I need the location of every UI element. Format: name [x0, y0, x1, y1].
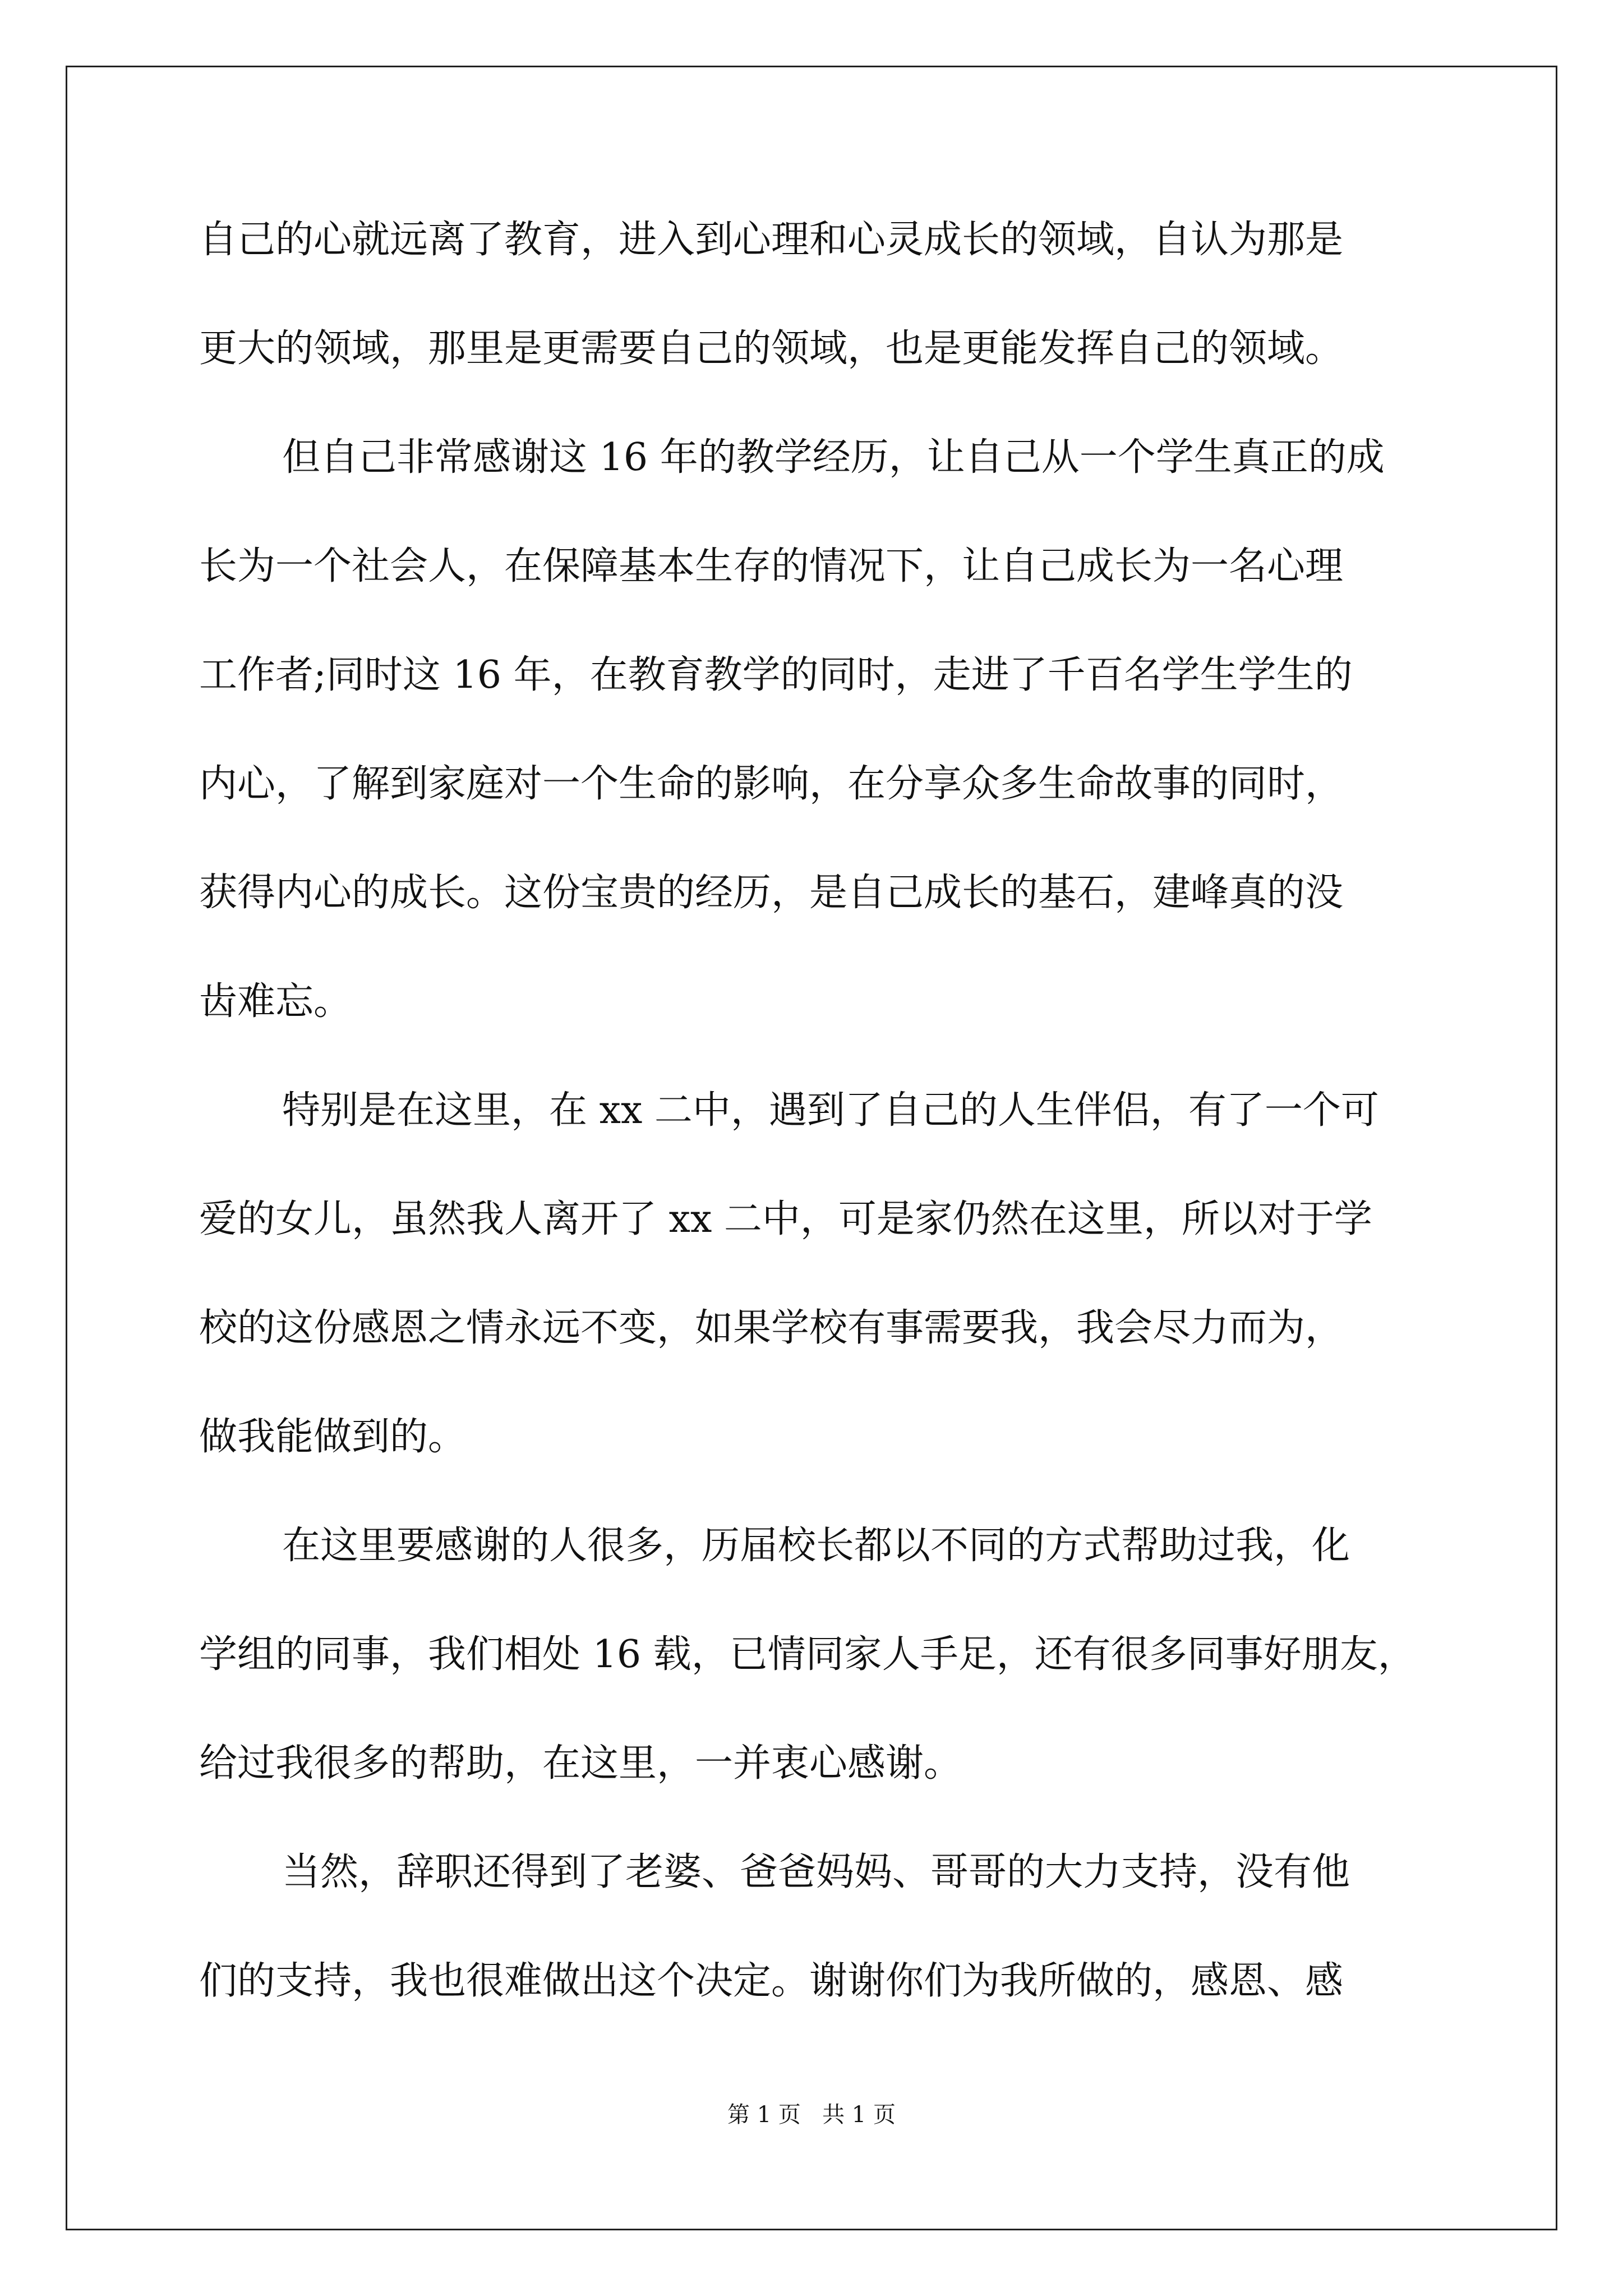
text-line: 更大的领域，那里是更需要自己的领域，也是更能发挥自己的领域。: [199, 326, 1344, 371]
text-line: 校的这份感恩之情永远不变，如果学校有事需要我，我会尽力而为，: [199, 1306, 1344, 1350]
paragraph-start-line: 当然，辞职还得到了老婆、爸爸妈妈、哥哥的大力支持，没有他: [282, 1850, 1350, 1894]
text-line: 们的支持，我也很难做出这个决定。谢谢你们为我所做的，感恩、感: [199, 1959, 1344, 2003]
text-line: 学组的同事，我们相处 16 载，已情同家人手足，还有很多同事好朋友，: [199, 1632, 1416, 1677]
paragraph-start-line: 特别是在这里，在 xx 二中，遇到了自己的人生伴侣，有了一个可: [282, 1088, 1379, 1133]
paragraph-start-line: 在这里要感谢的人很多，历届校长都以不同的方式帮助过我，化: [282, 1524, 1350, 1568]
text-line: 获得内心的成长。这份宝贵的经历，是自己成长的基石，建峰真的没: [199, 871, 1344, 915]
text-line: 做我能做到的。: [199, 1415, 467, 1459]
paragraph-start-line: 但自己非常感谢这 16 年的教学经历，让自己从一个学生真正的成: [282, 435, 1385, 480]
text-line: 工作者;同时这 16 年，在教育教学的同时，走进了千百名学生学生的: [199, 653, 1353, 697]
text-line: 齿难忘。: [199, 979, 352, 1024]
text-line: 内心，了解到家庭对一个生命的影响，在分享众多生命故事的同时，: [199, 762, 1344, 806]
text-line: 爱的女儿，虽然我人离开了 xx 二中，可是家仍然在这里，所以对于学: [199, 1197, 1372, 1241]
page-border: [66, 66, 1557, 2230]
text-line: 给过我很多的帮助，在这里，一并衷心感谢。: [199, 1741, 962, 1786]
text-line: 自己的心就远离了教育，进入到心理和心灵成长的领域，自认为那是: [199, 218, 1344, 262]
page-number-footer: 第 1 页 共 1 页: [727, 2102, 896, 2128]
text-line: 长为一个社会人，在保障基本生存的情况下，让自己成长为一名心理: [199, 544, 1344, 588]
